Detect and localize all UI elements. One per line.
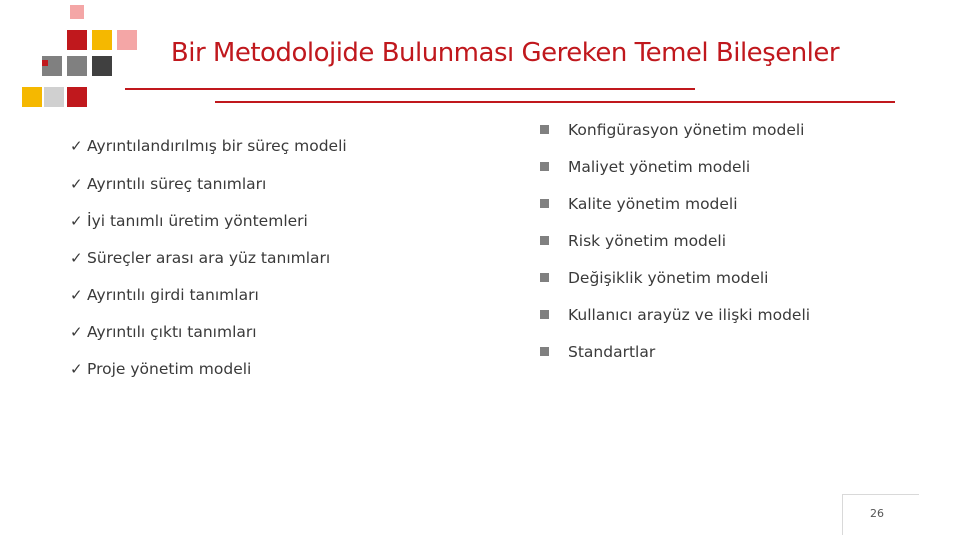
list-item-label: Ayrıntılı süreç tanımları xyxy=(87,175,267,193)
list-item-label: Değişiklik yönetim modeli xyxy=(568,269,769,287)
square-bullet-icon xyxy=(540,236,549,245)
logo-square xyxy=(67,56,87,76)
logo-square xyxy=(44,87,64,107)
list-item xyxy=(540,230,880,252)
checkmark-icon: ✓ xyxy=(70,249,83,267)
list-item xyxy=(70,284,360,306)
list-item xyxy=(540,156,880,178)
list-item-label: Ayrıntılı çıktı tanımları xyxy=(87,323,257,341)
logo-square xyxy=(42,56,62,76)
list-item xyxy=(70,210,360,232)
list-item-label: Konfigürasyon yönetim modeli xyxy=(568,121,805,139)
list-item xyxy=(540,193,880,215)
list-item xyxy=(70,173,360,195)
title-rule-bottom xyxy=(215,101,895,103)
logo-squares xyxy=(0,0,140,112)
list-item xyxy=(70,358,360,380)
list-item xyxy=(540,341,880,363)
list-item-label: Ayrıntılandırılmış bir süreç modeli xyxy=(87,137,347,155)
right-bullet-list xyxy=(540,119,880,363)
list-item-label: Kullanıcı arayüz ve ilişki modeli xyxy=(568,306,811,324)
title-rule-top xyxy=(125,88,695,90)
logo-square xyxy=(92,30,112,50)
list-item-label: Süreçler arası ara yüz tanımları xyxy=(87,249,331,267)
square-bullet-icon xyxy=(540,199,549,208)
logo-square xyxy=(42,60,48,66)
logo-square xyxy=(67,30,87,50)
checkmark-icon: ✓ xyxy=(70,137,83,155)
square-bullet-icon xyxy=(540,125,549,134)
checkmark-icon: ✓ xyxy=(70,212,83,230)
list-item-label: Kalite yönetim modeli xyxy=(568,195,738,213)
list-item xyxy=(70,135,360,157)
square-bullet-icon xyxy=(540,162,549,171)
page-title: Bir Metodolojide Bulunması Gereken Temel Bileşenler xyxy=(170,38,840,68)
list-item xyxy=(70,321,360,343)
checkmark-icon: ✓ xyxy=(70,286,83,304)
logo-square xyxy=(22,87,42,107)
list-item xyxy=(540,119,880,141)
list-item-label: Standartlar xyxy=(568,343,656,361)
list-item xyxy=(540,267,880,289)
logo-square xyxy=(70,5,84,19)
logo-square xyxy=(67,87,87,107)
checkmark-icon: ✓ xyxy=(70,175,83,193)
list-item xyxy=(70,247,360,269)
left-checklist xyxy=(70,135,360,380)
list-item-label: Ayrıntılı girdi tanımları xyxy=(87,286,259,304)
square-bullet-icon xyxy=(540,273,549,282)
list-item-label: Maliyet yönetim modeli xyxy=(568,158,751,176)
square-bullet-icon xyxy=(540,347,549,356)
checkmark-icon: ✓ xyxy=(70,323,83,341)
logo-square xyxy=(92,56,112,76)
list-item xyxy=(540,304,880,326)
list-item-label: İyi tanımlı üretim yöntemleri xyxy=(87,212,308,230)
list-item-label: Risk yönetim modeli xyxy=(568,232,727,250)
square-bullet-icon xyxy=(540,310,549,319)
page-number: 26 xyxy=(870,507,884,520)
list-item-label: Proje yönetim modeli xyxy=(87,360,252,378)
checkmark-icon: ✓ xyxy=(70,360,83,378)
